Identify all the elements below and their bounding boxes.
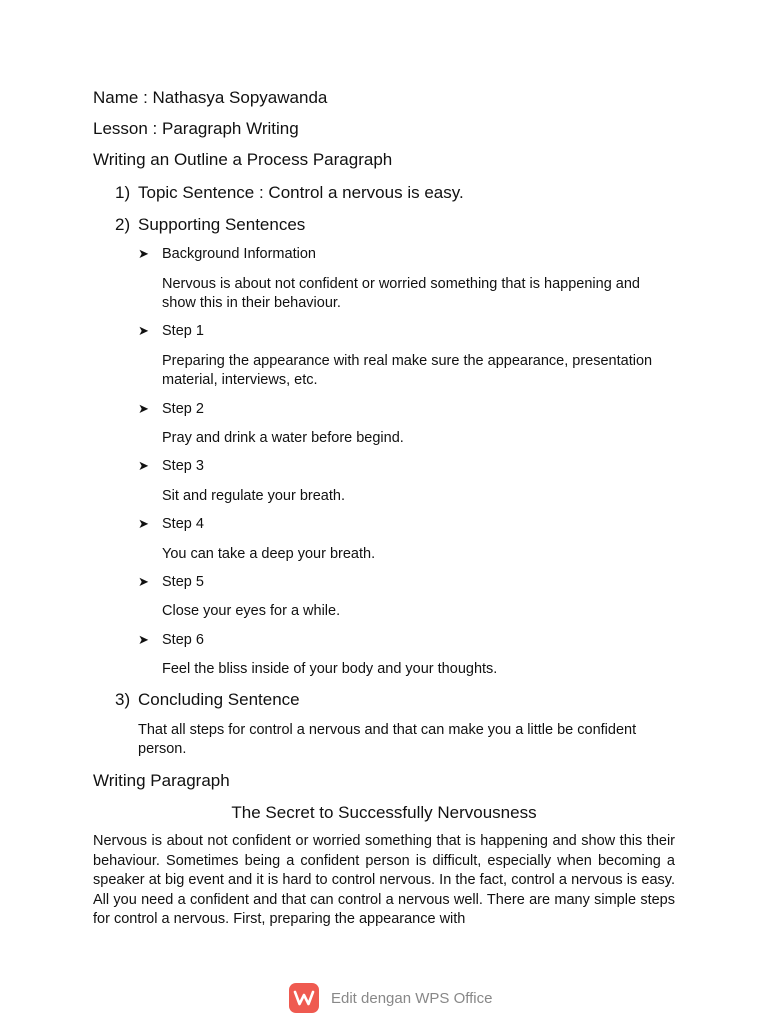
bullet-text: Pray and drink a water before begind. [162,430,404,446]
bullet-label: Step 3 [162,458,204,474]
bullet-step-5 [138,574,204,590]
topic-sentence-text: Topic Sentence : Control a nervous is easy. [138,183,464,202]
bullet-text: Close your eyes for a while. [162,603,341,619]
bullet-step-2 [138,401,204,417]
bullet-background-information [138,246,316,262]
concluding-sentence-item [115,690,300,710]
item-number: 3) [115,690,131,709]
concluding-sentence-label: Concluding Sentence [138,690,300,709]
item-number: 1) [115,183,131,202]
outline-heading: Writing an Outline a Process Paragraph [93,150,393,169]
item-number: 2) [115,215,131,234]
bullet-text: Preparing the appearance with real make sure the appearance, presentation material, interviews, etc. [162,353,653,388]
essay-body-paragraph: Nervous is about not confident or worried something that is happening and show this their behaviour. Sometimes being a confident person is difficult, especially when becoming a speaker at big event and it is hard to control nervous. In the fact, control a nervous is easy. All you need a confident and that can control a nervous well. There are many simple steps for control a nervous. First, preparing the appearance with [93,833,675,927]
arrow-bullet-icon: ➤ [138,246,149,261]
supporting-sentences-label: Supporting Sentences [138,215,306,234]
arrow-bullet-icon: ➤ [138,401,149,416]
supporting-sentences-item [115,215,305,235]
arrow-bullet-icon: ➤ [138,574,149,589]
bullet-step-6 [138,632,204,648]
arrow-bullet-icon: ➤ [138,323,149,338]
topic-sentence-item [115,183,464,203]
student-name: Name : Nathasya Sopyawanda [93,88,328,107]
wps-edit-link[interactable]: Edit dengan WPS Office [331,989,493,1007]
bullet-label: Background Information [162,246,316,262]
bullet-step-1 [138,323,204,339]
bullet-label: Step 1 [162,323,204,339]
arrow-bullet-icon: ➤ [138,516,149,531]
bullet-text: Nervous is about not confident or worried something that is happening and show this in their behaviour. [162,276,640,311]
arrow-bullet-icon: ➤ [138,458,149,473]
lesson-title: Lesson : Paragraph Writing [93,119,299,138]
arrow-bullet-icon: ➤ [138,632,149,647]
bullet-label: Step 6 [162,632,204,648]
bullet-text: Sit and regulate your breath. [162,488,345,504]
bullet-label: Step 2 [162,401,204,417]
bullet-label: Step 4 [162,516,204,532]
writing-paragraph-heading: Writing Paragraph [93,771,230,790]
wps-office-icon [289,983,319,1013]
concluding-sentence-text: That all steps for control a nervous and that can make you a little be confident person. [138,722,637,757]
bullet-step-3 [138,458,204,474]
bullet-label: Step 5 [162,574,204,590]
bullet-text: Feel the bliss inside of your body and your thoughts. [162,661,498,677]
bullet-step-4 [138,516,204,532]
wps-edit-banner[interactable] [289,982,492,1014]
essay-title: The Secret to Successfully Nervousness [231,803,537,822]
bullet-text: You can take a deep your breath. [162,546,376,562]
